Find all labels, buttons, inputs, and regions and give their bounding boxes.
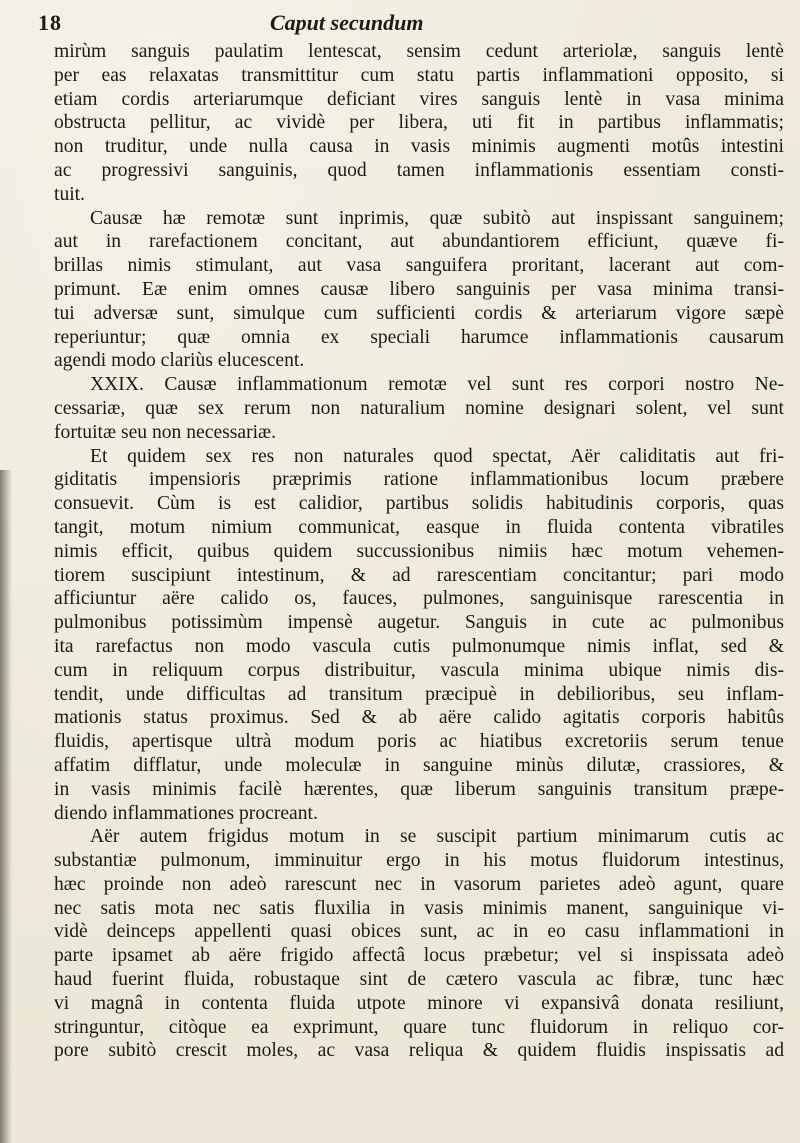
text-line: afficiuntur aëre calido os, fauces, pulmones, sanguinisque rarescentia in	[54, 588, 784, 610]
binding-shadow	[0, 470, 12, 1143]
text-line: vi magnâ in contenta fluida utpote minore vi expansivâ donata resiliunt,	[54, 992, 784, 1014]
text-line: diendo inflammationes procreant.	[54, 802, 318, 824]
text-line: XXIX. Causæ inflammationum remotæ vel sunt res corpori nostro Ne-	[90, 374, 784, 396]
text-line: cessariæ, quæ sex rerum non naturalium nomine designari solent, vel sunt	[54, 397, 784, 419]
body-text	[54, 40, 784, 1063]
text-line: pulmonibus potissimùm impensè augetur. Sanguis in cute ac pulmonibus	[54, 612, 784, 634]
text-line: etiam cordis arteriarumque deficiant vires sanguis lentè in vasa minima	[54, 88, 784, 110]
text-line: Et quidem sex res non naturales quod spectat, Aër caliditatis aut fri-	[90, 445, 784, 467]
text-line: ita rarefactus non modo vascula cutis pulmonumque nimis inflat, sed &	[54, 635, 784, 657]
text-line: agendi modo clariùs elucescent.	[54, 350, 305, 372]
text-line: fortuitæ seu non necessariæ.	[54, 421, 277, 443]
text-line: mationis status proximus. Sed & ab aëre calido agitatis corporis habitûs	[54, 707, 784, 729]
text-line: consuevit. Cùm is est calidior, partibus solidis habitudinis corporis, quas	[54, 493, 784, 515]
text-line: hæc proinde non adeò rarescunt nec in vasorum parietes adeò agunt, quare	[54, 873, 784, 895]
text-line: nimis efficit, quibus quidem succussionibus nimiis hæc motum vehemen-	[54, 540, 784, 562]
text-line: tiorem suscipiunt intestinum, & ad rarescentiam concitantur; pari modo	[54, 564, 784, 586]
text-line: Aër autem frigidus motum in se suscipit partium minimarum cutis ac	[90, 826, 784, 848]
text-line: nec satis mota nec satis fluxilia in vasis minimis manent, sanguinique vi-	[54, 897, 784, 919]
text-line: in vasis minimis facilè hærentes, quæ liberum sanguinis transitum præpe-	[54, 778, 784, 800]
text-line: tui adversæ sunt, simulque cum sufficienti cordis & arteriarum vigore sæpè	[54, 302, 784, 324]
text-line: haud fuerint fluida, robustaque sint de cætero vascula ac fibræ, tunc hæc	[54, 969, 784, 991]
text-line: ac progressivi sanguinis, quod tamen inflammationis essentiam consti-	[54, 159, 784, 181]
text-line: obstructa pellitur, ac vividè per libera, uti fit in partibus inflammatis;	[54, 112, 784, 134]
text-line: substantiæ pulmonum, imminuitur ergo in his motus fluidorum intestinus,	[54, 850, 784, 872]
text-line: fluidis, apertisque ultrà modum poris ac hiatibus excretoriis serum tenue	[54, 731, 784, 753]
text-line: affatim difflatur, unde moleculæ in sanguine minùs dilutæ, crassiores, &	[54, 754, 784, 776]
running-head	[38, 8, 778, 38]
text-line: aut in rarefactionem concitant, aut abundantiorem efficiunt, quæve fi-	[54, 231, 784, 253]
text-line: Causæ hæ remotæ sunt inprimis, quæ subitò aut inspissant sanguinem;	[90, 207, 784, 229]
text-line: non truditur, unde nulla causa in vasis minimis augmenti motûs intestini	[54, 136, 784, 158]
text-line: tangit, motum nimium communicat, easque in fluida contenta vibratiles	[54, 516, 784, 538]
text-line: parte ipsamet ab aëre frigido affectâ locus præbetur; vel si inspissata adeò	[54, 945, 784, 967]
text-line: pore subitò crescit moles, ac vasa reliqua & quidem fluidis inspissatis ad	[54, 1040, 784, 1062]
text-line: reperiuntur; quæ omnia ex speciali harumce inflammationis causarum	[54, 326, 784, 348]
text-line: mirùm sanguis paulatim lentescat, sensim cedunt arteriolæ, sanguis lentè	[54, 41, 784, 62]
chapter-heading: Caput secundum	[270, 10, 424, 35]
text-line: per eas relaxatas transmittitur cum statu partis inflammationi opposito, si	[54, 64, 784, 86]
text-line: cum in reliquum corpus distribuitur, vascula minima ubique nimis dis-	[54, 659, 784, 681]
text-line: brillas nimis stimulant, aut vasa sanguifera proritant, lacerant aut com-	[54, 255, 784, 277]
text-line: tuit.	[54, 183, 86, 205]
text-line: stringuntur, citòque ea exprimunt, quare tunc fluidorum in reliquo cor-	[54, 1016, 784, 1038]
page-number: 18	[38, 10, 62, 35]
text-line: vidè deinceps appellenti quasi obices sunt, ac in eo casu inflammationi in	[54, 921, 784, 943]
text-line: giditatis impensioris præprimis ratione inflammationibus locum præbere	[54, 469, 784, 491]
text-line: primunt. Eæ enim omnes causæ libero sanguinis per vasa minima transi-	[54, 278, 784, 300]
text-line: tendit, unde difficultas ad transitum præcipuè in debilioribus, seu inflam-	[54, 683, 784, 705]
